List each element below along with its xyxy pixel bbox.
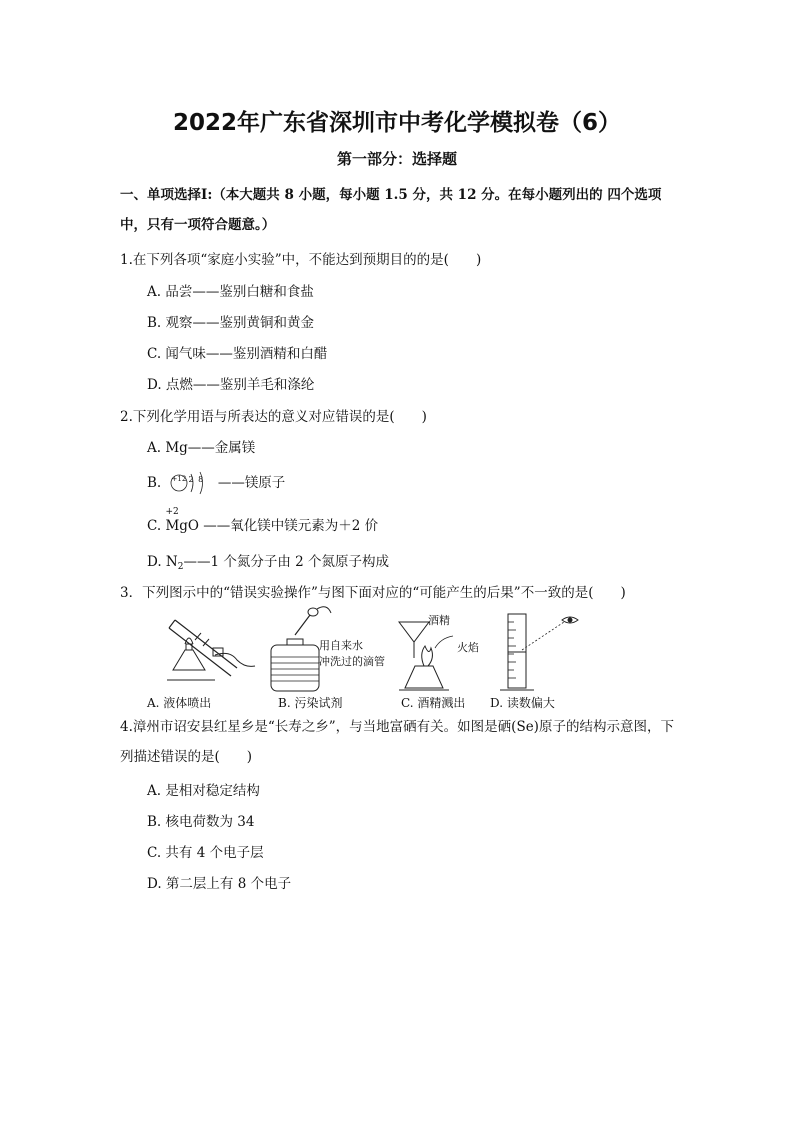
question-1-option-a: A. 品尝——鉴别白糖和食盐	[147, 284, 314, 300]
option-b-prefix: B.	[147, 475, 162, 491]
question-3-stem: 3．下列图示中的“错误实验操作”与图下面对应的“可能产生的后果”不一致的是( )	[120, 585, 626, 601]
option-b-text: ——镁原子	[217, 475, 286, 491]
question-4-option-b: B. 核电荷数为 34	[147, 814, 255, 830]
section-instructions: 一、单项选择Ⅰ:（本大题共 8 小题，每小题 1.5 分，共 12 分。在每小题列出的 四个选项中，只有一项符合题意。）	[120, 187, 662, 233]
option-c-prefix: C.	[147, 518, 162, 534]
figure-c-caption: C. 酒精溅出	[401, 696, 466, 710]
part-heading: 第一部分：选择题	[336, 150, 457, 168]
figure-b-caption: B. 污染试剂	[278, 696, 343, 710]
nucleus-charge: +12	[171, 474, 187, 483]
option-d-prefix: D. N	[147, 554, 178, 570]
question-2-option-c	[147, 507, 379, 534]
question-2-option-b	[147, 471, 285, 495]
question-4-option-d: D. 第二层上有 8 个电子	[147, 876, 292, 892]
question-4-option-a: A. 是相对稳定结构	[147, 783, 260, 799]
question-1-stem: 1.在下列各项“家庭小实验”中，不能达到预期目的的是( )	[120, 252, 482, 268]
question-1-option-c: C. 闻气味——鉴别酒精和白醋	[147, 346, 328, 362]
figure-b-annotation	[319, 638, 385, 670]
oxide-formula: MgO	[165, 518, 199, 534]
question-2-option-a: A. Mg——金属镁	[147, 440, 256, 456]
figure-b-note-line-1: 用自来水	[319, 639, 363, 652]
magnesium-atom-diagram	[170, 473, 214, 495]
question-2-option-d	[147, 550, 389, 572]
question-1-option-b: B. 观察——鉴别黄铜和黄金	[147, 315, 315, 331]
figure-c-label-flame: 火焰	[457, 641, 479, 654]
figure-b-note-line-2: 冲洗过的滴管	[319, 655, 385, 668]
subscript: 2	[177, 562, 184, 572]
option-d-text: ——1 个氮分子由 2 个氮原子构成	[183, 554, 390, 570]
option-c-text: ——氧化镁中镁元素为＋2 价	[203, 518, 379, 534]
question-4-option-c: C. 共有 4 个电子层	[147, 845, 264, 861]
page-title: 2022年广东省深圳市中考化学模拟卷（6）	[172, 110, 622, 136]
question-1-option-d: D. 点燃——鉴别羊毛和涤纶	[147, 377, 315, 393]
figure-d-graduated-cylinder	[500, 608, 590, 694]
figure-d-caption: D. 读数偏大	[490, 696, 555, 710]
valence-mark: +2	[165, 507, 179, 517]
figure-c-label-alcohol: 酒精	[428, 614, 450, 627]
question-4-stem: 4.漳州市诏安县红星乡是“长寿之乡”，与当地富硒有关。如图是硒(Se)原子的结构示意图，下列描述错误的是( )	[120, 719, 674, 765]
figure-a-heating-tube	[155, 610, 265, 694]
question-2-stem: 2.下列化学用语与所表达的意义对应错误的是( )	[120, 409, 427, 425]
electron-shells: 2 8	[188, 474, 205, 484]
figure-a-caption: A. 液体喷出	[147, 696, 212, 710]
